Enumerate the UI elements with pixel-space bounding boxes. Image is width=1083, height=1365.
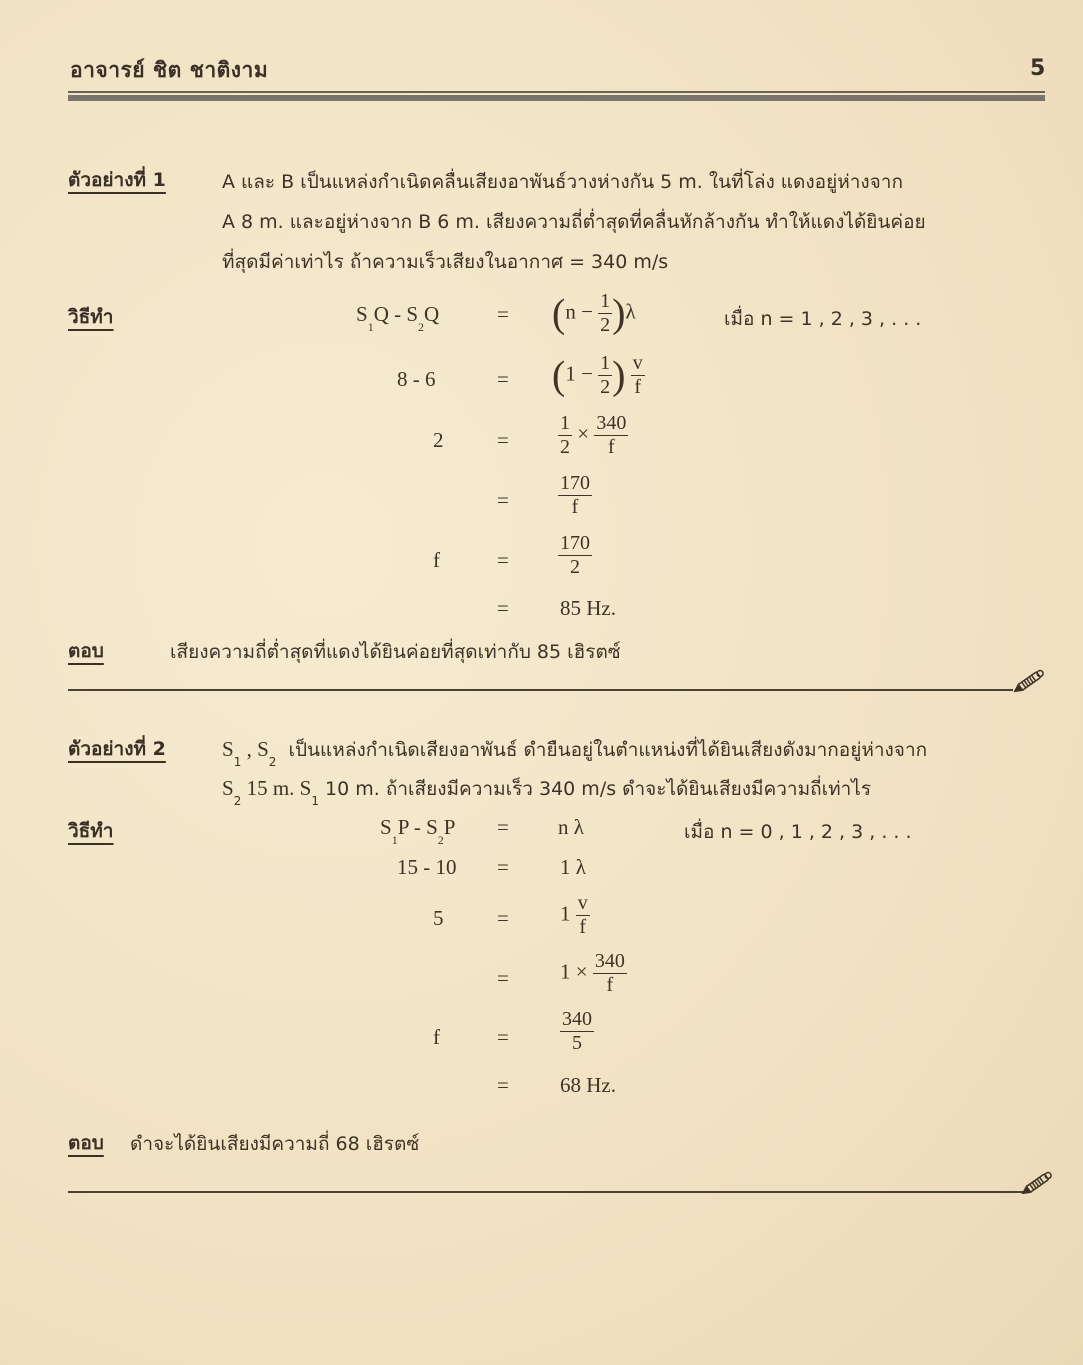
example2-answer-text: ดำจะได้ยินเสียงมีความถี่ 68 เฮิรตซ์ [130, 1133, 420, 1155]
example1-problem-line-2: A 8 m. และอยู่ห่างจาก B 6 m. เสียงความถี่ต่ำสุดที่คลื่นหักล้างกัน ทำให้แดงได้ยินค่อย [222, 211, 926, 233]
ex1-step2-lhs: 8 - 6 [397, 367, 436, 391]
ex2-result: 68 Hz. [560, 1073, 616, 1097]
ex2-step5-lhs: f [433, 1025, 440, 1049]
ex2-step1-equals: = [497, 815, 509, 839]
example2-solution-label: วิธีทำ [68, 820, 114, 842]
ex2-step6-equals: = [497, 1073, 509, 1097]
example1-problem-line-1: A และ B เป็นแหล่งกำเนิดคลื่นเสียงอาพันธ์วางห่างกัน 5 m. ในที่โล่ง แดงอยู่ห่างจาก [222, 171, 903, 193]
pencil-icon [1018, 1170, 1058, 1194]
ex2-step2-lhs: 15 - 10 [397, 855, 457, 879]
ex1-result: 85 Hz. [560, 596, 616, 620]
ex2-step2-equals: = [497, 855, 509, 879]
ex2-step5-rhs: $\frac{340}{5}$ [562, 1008, 592, 1054]
ex1-step1-lhs: $S_1Q - S_2Q$ [356, 302, 440, 334]
ex1-step1-rhs: (n − $\frac{1}{2}$ )λ [552, 290, 636, 336]
ex1-step6-equals: = [497, 596, 509, 620]
ex1-step5-rhs: $\frac{170}{2}$ [560, 532, 590, 578]
ex2-step3-lhs: 5 [433, 906, 444, 930]
ex2-step3-rhs: 1 $\frac{v}{f}$ [560, 892, 588, 938]
ex1-step2-rhs: (1 − $\frac{1}{2}$ ) $\frac{v}{f}$ [552, 352, 643, 398]
ex1-step3-equals: = [497, 428, 509, 452]
example1-problem-line-3: ที่สุดมีค่าเท่าไร ถ้าความเร็วเสียงในอากาศ = 340 m/s [222, 251, 669, 273]
ex1-step4-equals: = [497, 488, 509, 512]
example1-answer-text: เสียงความถี่ต่ำสุดที่แดงได้ยินค่อยที่สุดเท่ากับ 85 เฮิรตซ์ [170, 641, 621, 663]
page-number: 5 [1030, 56, 1046, 81]
ex1-step3-rhs: $\frac{1}{2}$ × $\frac{340}{f}$ [560, 412, 627, 458]
ex2-step1-rhs: n λ [558, 815, 584, 839]
example1-solution-label: วิธีทำ [68, 306, 114, 328]
header-rule-thick [68, 95, 1045, 101]
ex1-step2-equals: = [497, 367, 509, 391]
example1-answer-label: ตอบ [68, 640, 104, 662]
ex2-step4-rhs: 1 × $\frac{340}{f}$ [560, 950, 625, 996]
ex2-step4-equals: = [497, 966, 509, 990]
ex1-step5-equals: = [497, 548, 509, 572]
ex1-step1-equals: = [497, 302, 509, 326]
header-rule-thin [68, 91, 1045, 93]
page-header-title: อาจารย์ ชิต ชาติงาม [70, 58, 269, 82]
example1-label: ตัวอย่างที่ 1 [68, 169, 166, 191]
ex1-step5-lhs: f [433, 548, 440, 572]
example2-problem-line-1: $S_1$ , $S_2$ เป็นแหล่งกำเนิดเสียงอาพันธ์ ดำยืนอยู่ในตำแหน่งที่ได้ยินเสียงดังมากอยู่ห่างจาก [222, 737, 928, 769]
ex2-step1-lhs: $S_1P - S_2P$ [380, 815, 456, 847]
ex2-step3-equals: = [497, 906, 509, 930]
ex1-step1-condition: เมื่อ n = 1 , 2 , 3 , . . . [724, 308, 922, 330]
pencil-icon [1010, 668, 1050, 692]
example2-problem-line-2: $S_2$ 15 m. $S_1$ 10 m. ถ้าเสียงมีความเร็ว 340 m/s ดำจะได้ยินเสียงมีความถี่เท่าไร [222, 776, 872, 808]
ex1-step3-lhs: 2 [433, 428, 444, 452]
ex2-step5-equals: = [497, 1025, 509, 1049]
section-divider-2 [68, 1191, 1023, 1193]
example2-label: ตัวอย่างที่ 2 [68, 738, 166, 760]
section-divider-1 [68, 689, 1013, 691]
ex1-step4-rhs: $\frac{170}{f}$ [560, 472, 590, 518]
ex2-step1-condition: เมื่อ n = 0 , 1 , 2 , 3 , . . . [684, 821, 912, 843]
ex2-step2-rhs: 1 λ [560, 855, 586, 879]
example2-answer-label: ตอบ [68, 1132, 104, 1154]
